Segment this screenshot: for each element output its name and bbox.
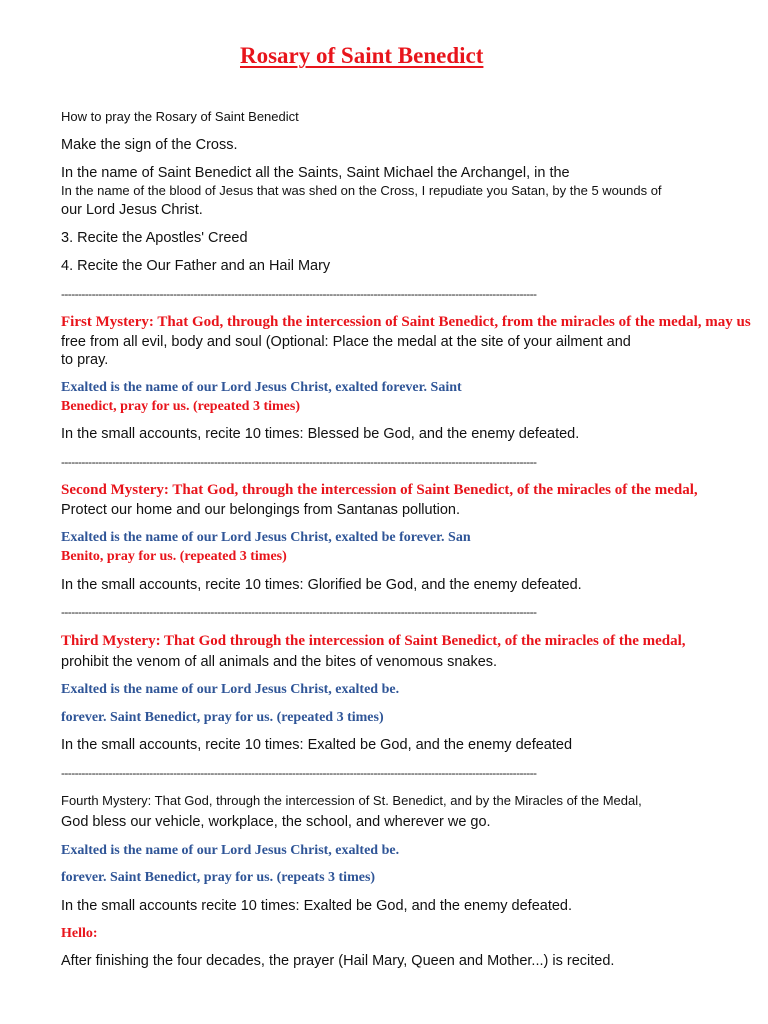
mystery-4-text-line-1: God bless our vehicle, workplace, the school, and wherever we go.: [61, 814, 491, 830]
mystery-4-exalted-line-1: Exalted is the name of our Lord Jesus Christ, exalted be.: [61, 843, 400, 858]
mystery-3-text-line-1: prohibit the venom of all animals and the bites of venomous snakes.: [61, 654, 498, 670]
mystery-3-exalted-line-2: forever. Saint Benedict, pray for us. (repeated 3 times): [61, 710, 384, 725]
page-title: Rosary of Saint Benedict: [240, 43, 484, 68]
intro-prayer-line-1: In the name of Saint Benedict all the Saints, Saint Michael the Archangel, in the: [61, 165, 570, 181]
mystery-2-exalted-line-2: Benito, pray for us. (repeated 3 times): [61, 549, 287, 564]
intro-prayer-line-2: In the name of the blood of Jesus that was shed on the Cross, I repudiate you Satan, by the 5 wounds of: [61, 183, 662, 198]
mystery-1-exalted-line-1: Exalted is the name of our Lord Jesus Christ, exalted forever. Saint: [61, 380, 462, 395]
separator: --------------------------------------------------------------------------------------------------------------------------------------------: [61, 606, 537, 618]
mystery-4-exalted-line-2: forever. Saint Benedict, pray for us. (repeats 3 times): [61, 870, 376, 885]
mystery-1-exalted-line-2: Benedict, pray for us. (repeated 3 times): [61, 399, 300, 414]
mystery-4-small-accounts: In the small accounts recite 10 times: Exalted be God, and the enemy defeated.: [61, 898, 573, 914]
separator: --------------------------------------------------------------------------------------------------------------------------------------------: [61, 767, 537, 779]
mystery-1-small-accounts: In the small accounts, recite 10 times: Blessed be God, and the enemy defeated.: [61, 426, 580, 442]
intro-prayer-line-3: our Lord Jesus Christ.: [61, 202, 203, 218]
mystery-2-text-line-1: Protect our home and our belongings from Santanas pollution.: [61, 502, 460, 518]
closing-text: After finishing the four decades, the prayer (Hail Mary, Queen and Mother...) is recited.: [61, 953, 615, 969]
step-our-father: 4. Recite the Our Father and an Hail Mary: [61, 258, 331, 274]
mystery-2-exalted-line-1: Exalted is the name of our Lord Jesus Christ, exalted be forever. San: [61, 530, 471, 545]
intro-sign-of-cross: Make the sign of the Cross.: [61, 137, 238, 153]
mystery-3-title: Third Mystery: That God through the intercession of Saint Benedict, of the miracles of the medal,: [61, 633, 686, 649]
closing-label: Hello:: [61, 926, 98, 941]
mystery-4-title: Fourth Mystery: That God, through the intercession of St. Benedict, and by the Miracles of the Medal,: [61, 793, 642, 808]
mystery-1-text-line-1: free from all evil, body and soul (Optional: Place the medal at the site of your ailment and: [61, 334, 631, 350]
mystery-2-small-accounts: In the small accounts, recite 10 times: Glorified be God, and the enemy defeated.: [61, 577, 582, 593]
separator: --------------------------------------------------------------------------------------------------------------------------------------------: [61, 456, 537, 468]
intro-heading: How to pray the Rosary of Saint Benedict: [61, 109, 299, 124]
mystery-3-small-accounts: In the small accounts, recite 10 times: Exalted be God, and the enemy defeated: [61, 737, 573, 753]
mystery-3-exalted-line-1: Exalted is the name of our Lord Jesus Christ, exalted be.: [61, 682, 400, 697]
mystery-1-text-line-2: to pray.: [61, 352, 109, 368]
step-apostles-creed: 3. Recite the Apostles' Creed: [61, 230, 248, 246]
mystery-2-title: Second Mystery: That God, through the intercession of Saint Benedict, of the miracles of the medal,: [61, 482, 698, 498]
mystery-1-title: First Mystery: That God, through the intercession of Saint Benedict, from the miracles of the medal, may us: [61, 314, 751, 330]
separator: --------------------------------------------------------------------------------------------------------------------------------------------: [61, 288, 537, 300]
